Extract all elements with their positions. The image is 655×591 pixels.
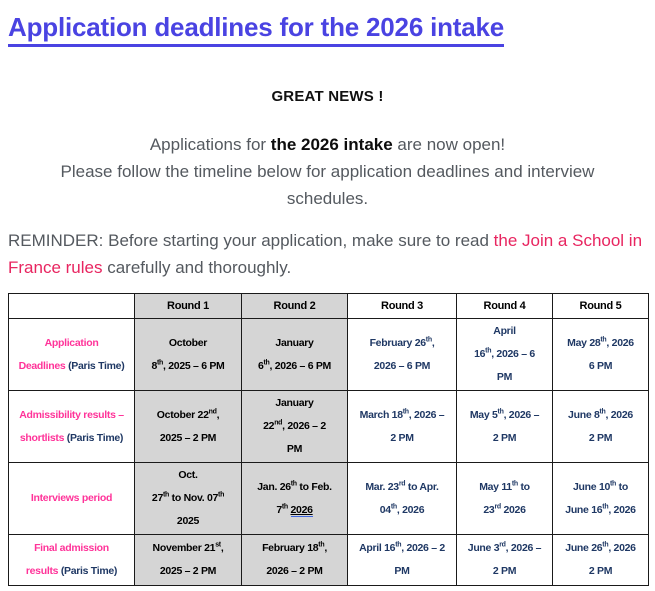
intro-text-before: Applications for [149,135,271,155]
table-cell: May 11th to 23rd 2026 [457,463,553,535]
row-label-admissibility-results: Admissibility results – shortlists (Paris Time) [9,391,135,463]
reminder-text-after: carefully and thoroughly. [102,258,292,278]
table-cell: June 8th, 2026 2 PM [553,391,649,463]
table-row-application-deadlines [9,319,649,391]
table-cell: January 22nd, 2026 – 2 PM [242,391,348,463]
column-header-round-1: Round 1 [135,294,242,319]
intro-text-after: are now open! [392,135,506,155]
table-cell: March 18th, 2026 – 2 PM [348,391,457,463]
rules-link[interactable]: the Join a School in France rules [8,231,643,278]
table-row-final-admission [9,535,649,586]
deadlines-table [8,293,649,586]
row-label-interviews-period: Interviews period [9,463,135,535]
table-cell: October 8th, 2025 – 6 PM [135,319,242,391]
table-cell: January 6th, 2026 – 6 PM [242,319,348,391]
great-news-heading: GREAT NEWS ! [271,88,384,106]
table-cell: February 26th, 2026 – 6 PM [348,319,457,391]
table-header-row [9,294,649,319]
table-cell: April 16th, 2026 – 2 PM [348,535,457,586]
column-header-round-4: Round 4 [457,294,553,319]
table-row-admissibility-results [9,391,649,463]
column-header-round-5: Round 5 [553,294,649,319]
table-cell: Jan. 26th to Feb. 7th 2026 [242,463,348,535]
table-row-interviews-period [9,463,649,535]
table-cell: October 22nd, 2025 – 2 PM [135,391,242,463]
table-cell: June 3rd, 2026 – 2 PM [457,535,553,586]
intro-paragraph [28,131,628,212]
table-cell: Mar. 23rd to Apr. 04th, 2026 [348,463,457,535]
table-cell: April 16th, 2026 – 6 PM [457,319,553,391]
intro-text-bold: the 2026 intake [270,135,393,155]
table-cell: June 10th to June 16th, 2026 [553,463,649,535]
table-cell: February 18th, 2026 – 2 PM [242,535,348,586]
table-cell: Oct. 27th to Nov. 07th 2025 [135,463,242,535]
reminder-paragraph [8,227,647,281]
table-cell: May 5th, 2026 – 2 PM [457,391,553,463]
reminder-text-before: REMINDER: Before starting your application, make sure to read [8,231,494,251]
row-label-final-admission: Final admission results (Paris Time) [9,535,135,586]
column-header-round-2: Round 2 [242,294,348,319]
page-title: Application deadlines for the 2026 intake [8,12,504,47]
table-cell: November 21st, 2025 – 2 PM [135,535,242,586]
row-label-application-deadlines: Application Deadlines (Paris Time) [9,319,135,391]
header-empty-cell [9,294,135,319]
table-cell: May 28th, 2026 6 PM [553,319,649,391]
intro-text-line2: Please follow the timeline below for application deadlines and interview schedules. [60,162,595,209]
column-header-round-3: Round 3 [348,294,457,319]
table-cell: June 26th, 2026 2 PM [553,535,649,586]
